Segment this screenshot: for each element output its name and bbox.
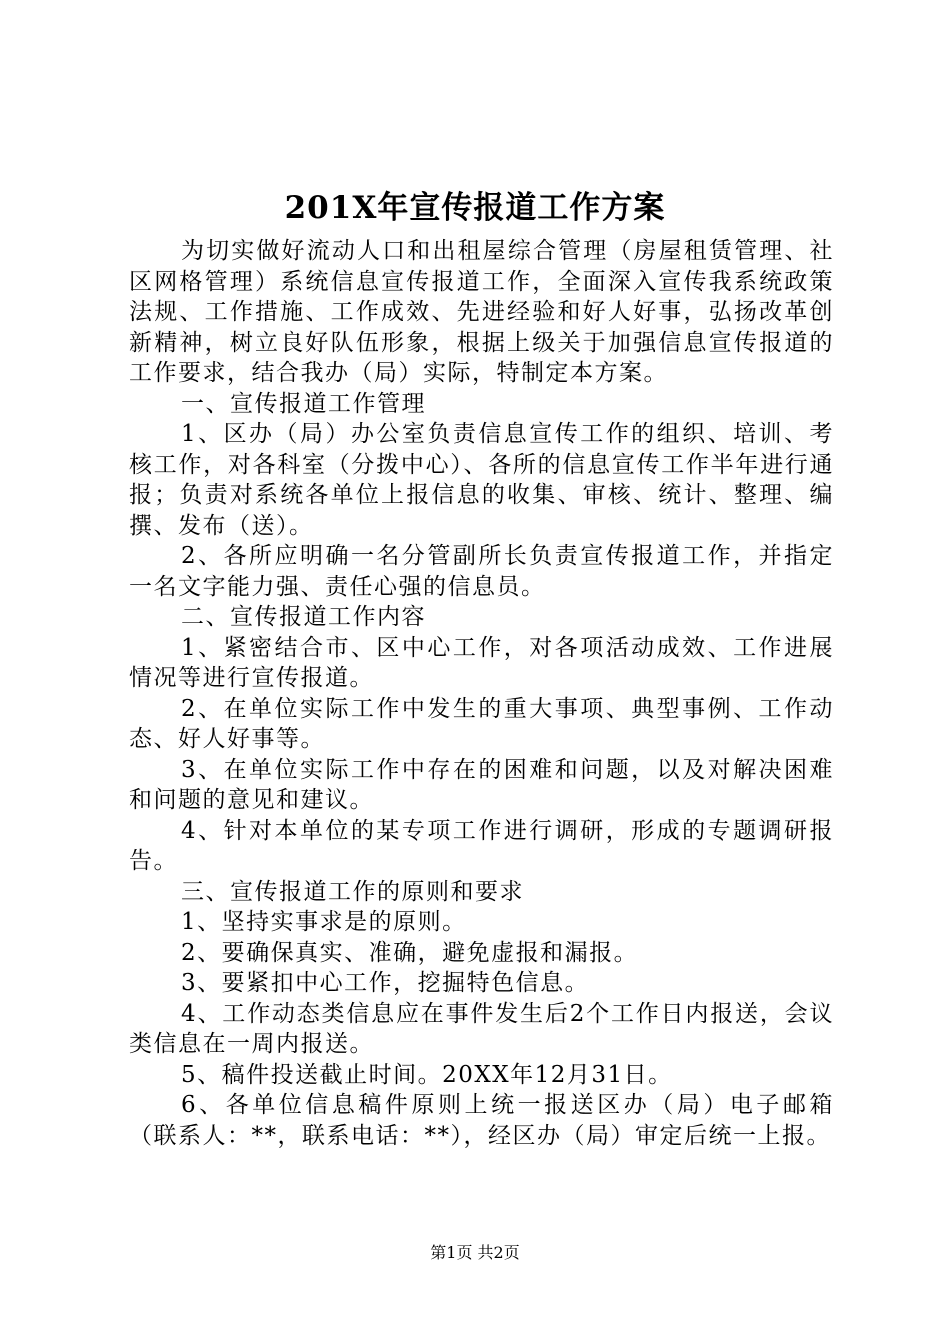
- section-heading-2: 二、宣传报道工作内容: [181, 604, 426, 630]
- section-heading-1: 一、宣传报道工作管理: [181, 390, 426, 417]
- section-2-item-3: 3、在单位实际工作中存在的困难和问题，以及对解决困难和问题的意见和建议。: [129, 756, 834, 813]
- section-2-item-4: 4、针对本单位的某专项工作进行调研，形成的专题调研报告。: [129, 817, 834, 874]
- section-1-item-1: 1、区办（局）办公室负责信息宣传工作的组织、培训、考核工作，对各科室（分拨中心）、各所的信息宣传工作半年进行通报；负责对系统各单位上报信息的收集、审核、统计、整理、编撰、发布（送）。: [129, 421, 834, 539]
- section-3-item-4: 4、工作动态类信息应在事件发生后2个工作日内报送，会议类信息在一周内报送。: [129, 1000, 834, 1057]
- document-body: [129, 236, 834, 1151]
- intro-paragraph: 为切实做好流动人口和出租屋综合管理（房屋租赁管理、社区网格管理）系统信息宣传报道工作，全面深入宣传我系统政策法规、工作措施、工作成效、先进经验和好人好事，弘扬改革创新精神，树立良好队伍形象，根据上级关于加强信息宣传报道的工作要求，结合我办（局）实际，特制定本方案。: [129, 238, 834, 386]
- section-3-item-3: 3、要紧扣中心工作，挖掘特色信息。: [181, 970, 590, 996]
- section-3-item-5: 5、稿件投送截止时间。20XX年12月31日。: [181, 1061, 673, 1088]
- section-2-item-1: 1、紧密结合市、区中心工作，对各项活动成效、工作进展情况等进行宣传报道。: [129, 634, 834, 691]
- page-number-footer: 第1页 共2页: [430, 1243, 520, 1262]
- section-3-item-6: 6、各单位信息稿件原则上统一报送区办（局）电子邮箱（联系人：**，联系电话：**），经区办（局）审定后统一上报。: [129, 1092, 834, 1149]
- section-3-item-2: 2、要确保真实、准确，避免虚报和漏报。: [181, 939, 639, 966]
- section-3-item-1: 1、坚持实事求是的原则。: [181, 909, 467, 935]
- section-heading-3: 三、宣传报道工作的原则和要求: [181, 878, 524, 905]
- document-title: 201X年宣传报道工作方案: [284, 190, 666, 226]
- section-1-item-2: 2、各所应明确一名分管副所长负责宣传报道工作，并指定一名文字能力强、责任心强的信息员。: [129, 543, 834, 600]
- section-2-item-2: 2、在单位实际工作中发生的重大事项、典型事例、工作动态、好人好事等。: [129, 695, 834, 752]
